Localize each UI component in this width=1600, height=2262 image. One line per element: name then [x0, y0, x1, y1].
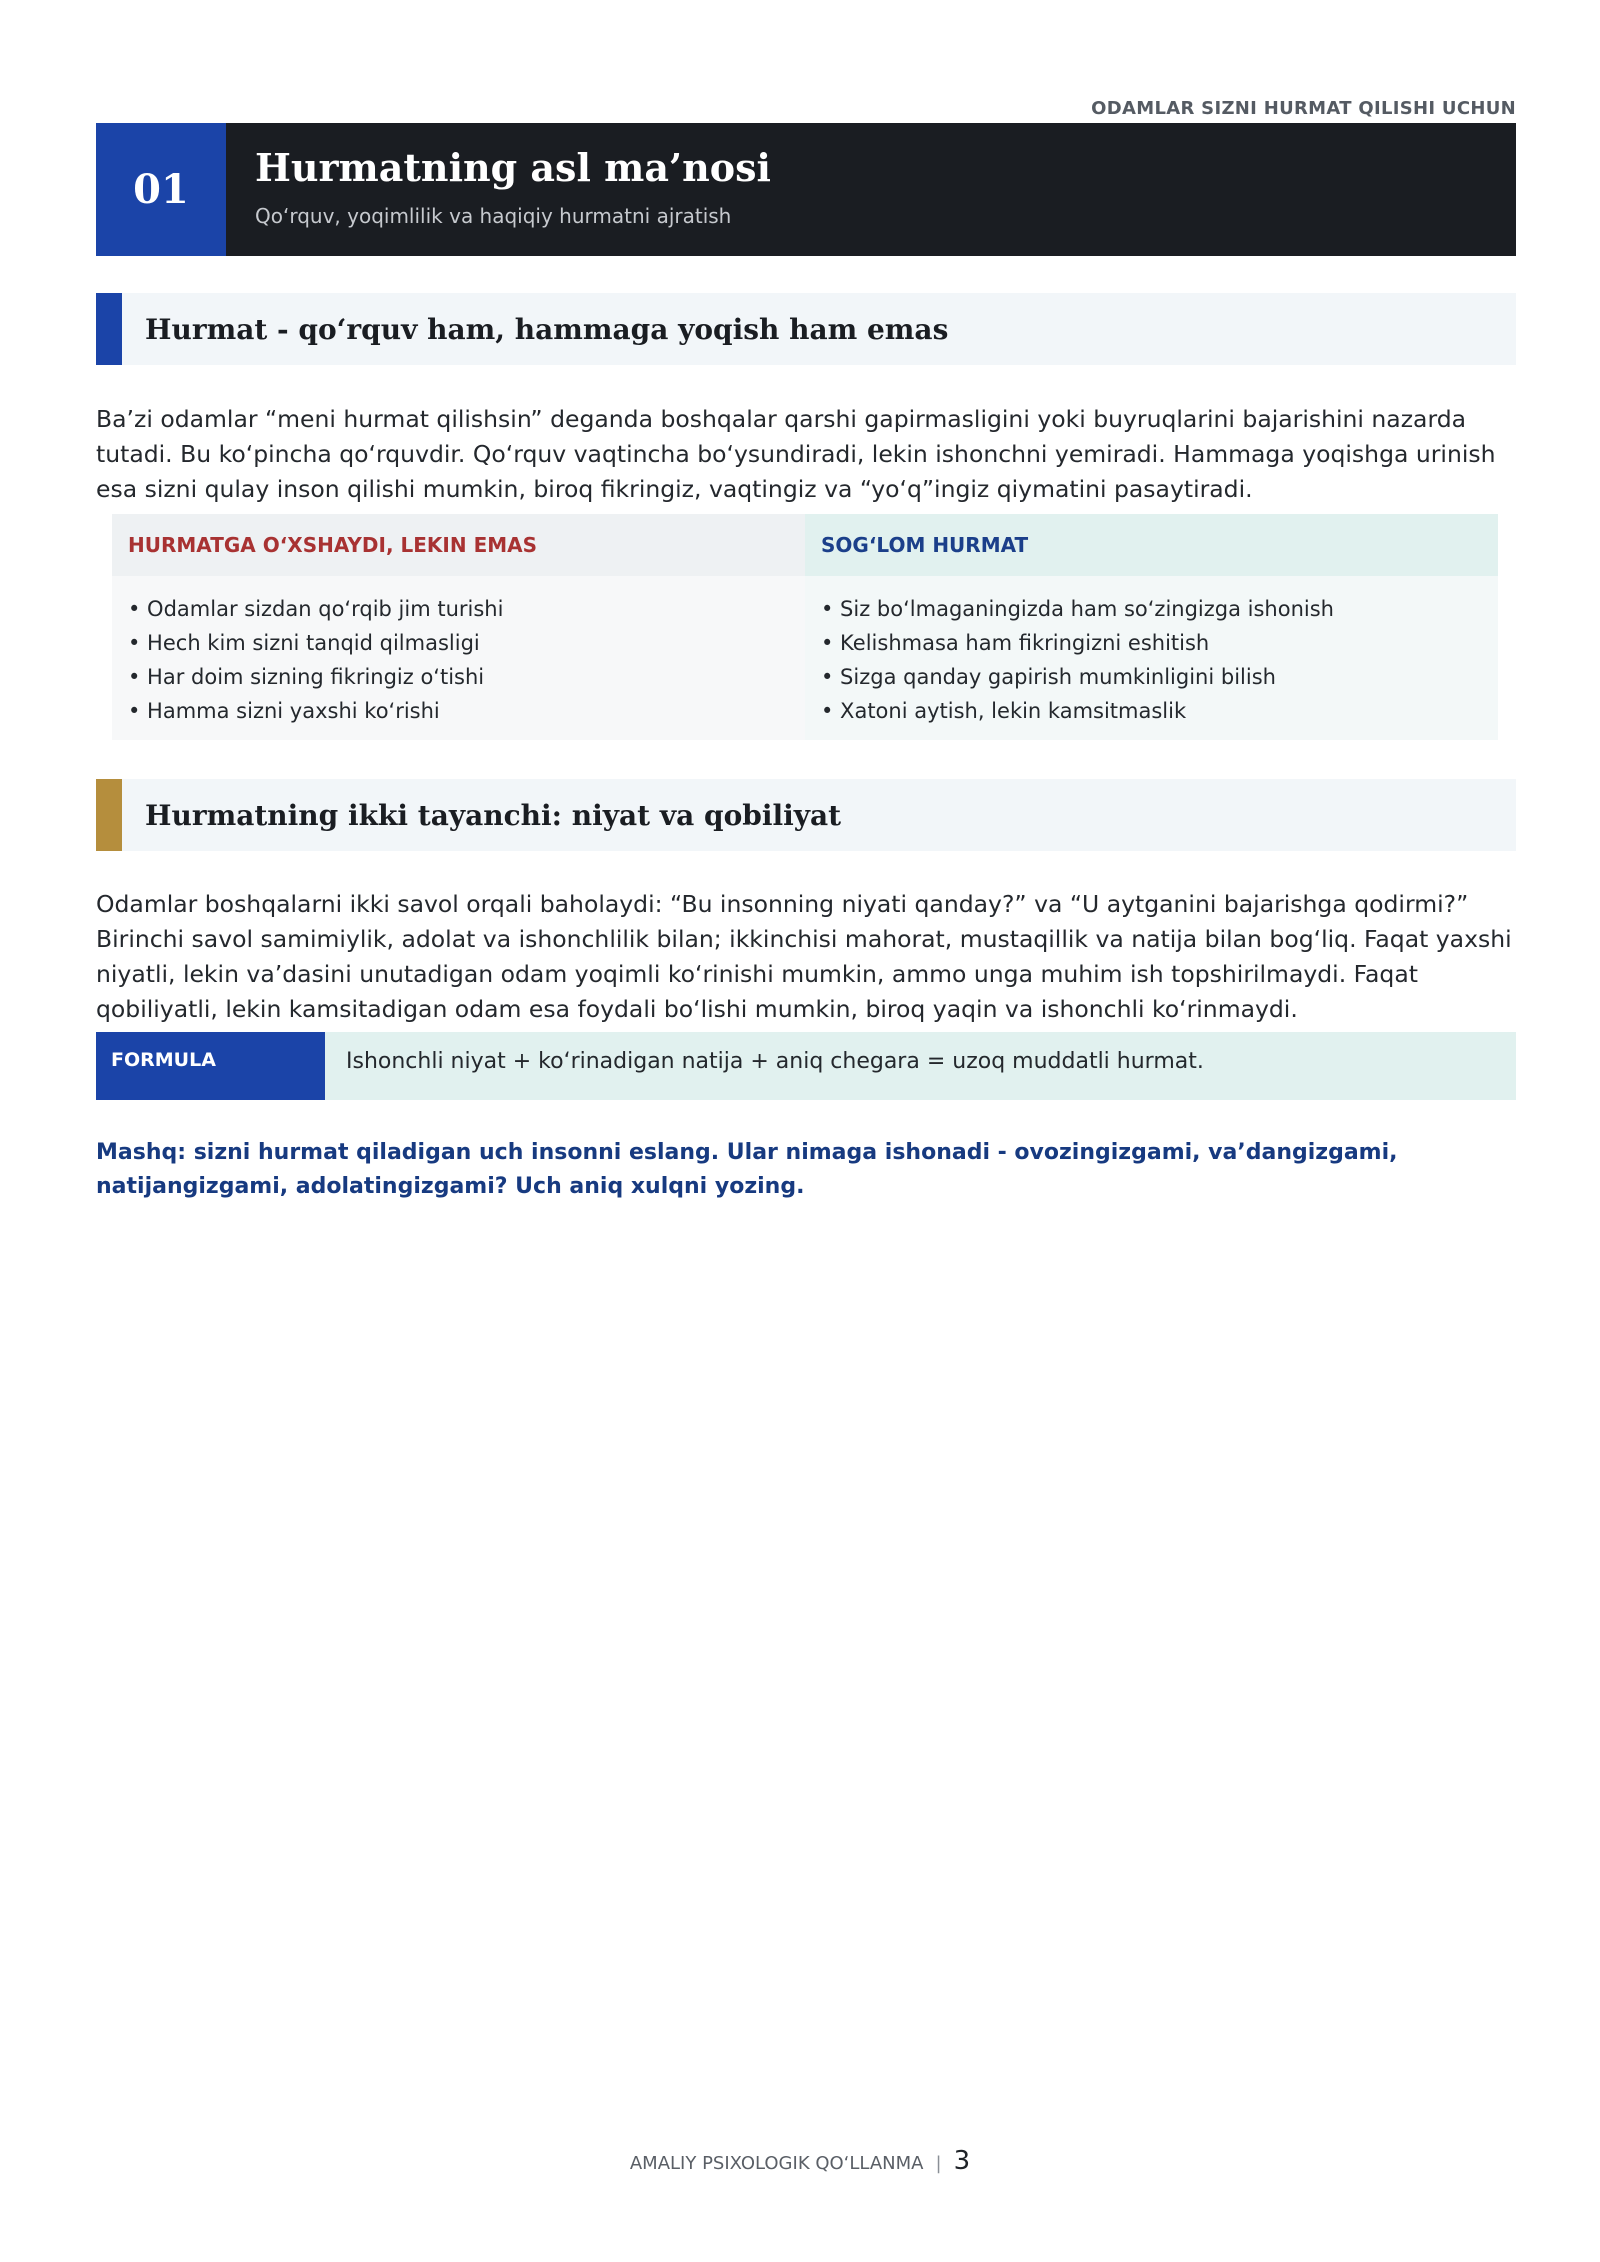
- chapter-subtitle: Qo‘rquv, yoqimlilik va haqiqiy hurmatni ajratish: [255, 204, 732, 228]
- bullet-list: [112, 576, 805, 728]
- list-item: • Siz bo‘lmaganingizda ham so‘zingizga ishonish: [821, 597, 1334, 621]
- body-paragraph-2: Odamlar boshqalarni ikki savol orqali baholaydi: “Bu insonning niyati qanday?” va “U aytganini bajarishga qodirmi?” Birinchi savol samimiylik, adolat va ishonchlilik bilan; ikkinchisi mahorat, mustaqillik va natija bilan bog‘liq. Faqat yaxshi niyatli, lekin va’dasini unutadigan odam yoqimli ko‘rinishi mumkin, ammo unga muhim ish topshirilmaydi. Faqat qobiliyatli, lekin kamsitadigan odam esa foydali bo‘lishi mumkin, biroq yaqin va ishonchli ko‘rinmaydi.: [96, 890, 1512, 1023]
- column-heading: HURMATGA O‘XSHAYDI, LEKIN EMAS: [112, 514, 805, 576]
- chapter-header: [96, 123, 1516, 256]
- footer-separator: |: [935, 2153, 942, 2174]
- list-item: • Sizga qanday gapirish mumkinligini bilish: [821, 665, 1276, 689]
- chapter-title: Hurmatning asl ma’nosi: [255, 145, 771, 190]
- chapter-number: 01: [96, 123, 226, 256]
- formula-text: Ishonchli niyat + ko‘rinadigan natija + aniq chegara = uzoq muddatli hurmat.: [346, 1049, 1204, 1074]
- page-number: 3: [953, 2146, 971, 2176]
- list-item: • Kelishmasa ham fikringizni eshitish: [821, 631, 1210, 655]
- column-heading: SOG‘LOM HURMAT: [805, 514, 1498, 576]
- exercise-prompt: Mashq: sizni hurmat qiladigan uch insonni eslang. Ular nimaga ishonadi - ovozingizgami, va’dangizgami, natijangizgami, adolatingizgami? Uch aniq xulqni yozing.: [96, 1140, 1398, 1199]
- formula-box: [96, 1032, 1516, 1100]
- bullet-list: [805, 576, 1498, 728]
- section-title: Hurmat - qo‘rquv ham, hammaga yoqish ham emas: [145, 312, 949, 346]
- section-heading-2: [96, 779, 1516, 851]
- section-accent-bar: [96, 293, 122, 365]
- comparison-table: [112, 514, 1498, 740]
- comparison-column-healthy-respect: [805, 514, 1498, 740]
- comparison-column-false-respect: [112, 514, 805, 740]
- list-item: • Odamlar sizdan qo‘rqib jim turishi: [128, 597, 504, 621]
- section-heading-1: [96, 293, 1516, 365]
- list-item: • Hamma sizni yaxshi ko‘rishi: [128, 699, 440, 723]
- running-head: ODAMLAR SIZNI HURMAT QILISHI UCHUN: [1091, 98, 1516, 119]
- list-item: • Hech kim sizni tanqid qilmasligi: [128, 631, 480, 655]
- footer-label: AMALIY PSIXOLOGIK QO‘LLANMA: [629, 2153, 924, 2174]
- body-paragraph-1: Ba’zi odamlar “meni hurmat qilishsin” deganda boshqalar qarshi gapirmasligini yoki buyruqlarini bajarishini nazarda tutadi. Bu ko‘pincha qo‘rquvdir. Qo‘rquv vaqtincha bo‘ysundiradi, lekin ishonchni yemiradi. Hammaga yoqishga urinish esa sizni qulay inson qilishi mumkin, biroq fikringiz, vaqtingiz va “yo‘q”ingiz qiymatini pasaytiradi.: [96, 405, 1496, 503]
- list-item: • Xatoni aytish, lekin kamsitmaslik: [821, 699, 1187, 723]
- list-item: • Har doim sizning fikringiz o‘tishi: [128, 665, 485, 689]
- section-accent-bar: [96, 779, 122, 851]
- section-title: Hurmatning ikki tayanchi: niyat va qobiliyat: [145, 798, 842, 832]
- formula-label: FORMULA: [96, 1032, 325, 1100]
- page-footer: [0, 2146, 1600, 2176]
- chapter-text: [226, 123, 771, 256]
